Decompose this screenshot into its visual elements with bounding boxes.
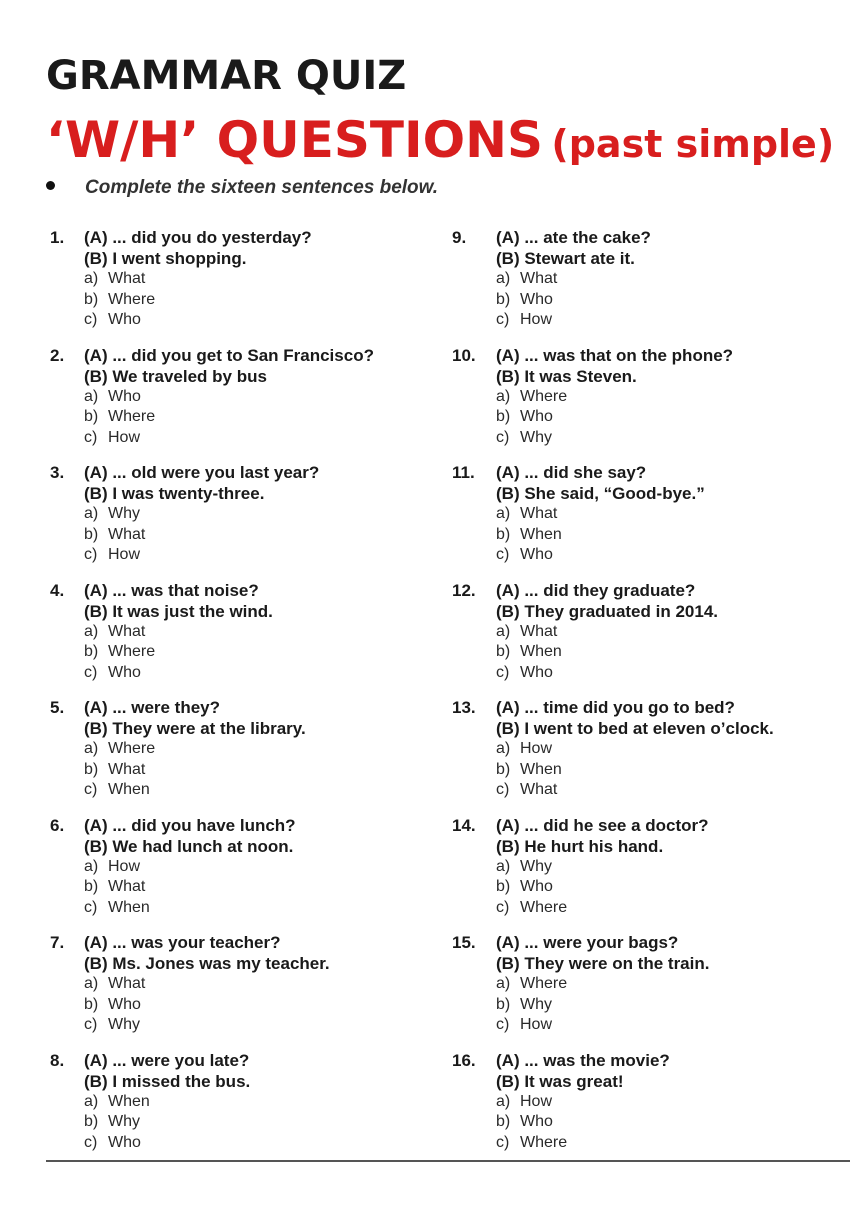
answer-option[interactable]	[452, 857, 857, 878]
question-prompt	[452, 1049, 857, 1072]
question-item	[452, 226, 857, 344]
answer-sentence: (B) I was twenty-three.	[84, 484, 265, 503]
answer-option[interactable]	[50, 1015, 445, 1036]
option-text: How	[108, 546, 141, 563]
option-letter: a)	[496, 857, 511, 875]
question-item	[452, 814, 857, 932]
option-letter: a)	[496, 387, 511, 405]
question-prompt	[452, 226, 857, 249]
question-text: (A) ... was that noise?	[84, 580, 259, 600]
question-item	[50, 461, 445, 579]
subtitle-main: ‘W/H’ QUESTIONS	[46, 111, 543, 169]
answer-option[interactable]	[50, 877, 445, 898]
option-letter: b)	[496, 995, 511, 1013]
bullet-icon	[46, 181, 55, 190]
option-letter: c)	[84, 781, 98, 798]
option-letter: b)	[496, 760, 511, 778]
instruction	[46, 175, 438, 201]
question-text: (A) ... did you get to San Francisco?	[84, 345, 374, 365]
option-text: Where	[520, 1133, 568, 1151]
option-text: Where	[520, 975, 568, 992]
answer-option[interactable]	[452, 898, 857, 919]
option-letter: c)	[496, 781, 510, 798]
option-letter: c)	[84, 1133, 98, 1151]
option-letter: c)	[496, 663, 510, 681]
option-text: When	[520, 525, 562, 543]
option-letter: c)	[84, 428, 98, 446]
answer-option[interactable]	[50, 995, 445, 1016]
question-item	[50, 344, 445, 462]
answer-option[interactable]	[50, 622, 445, 643]
option-text: What	[108, 525, 146, 543]
option-letter: c)	[496, 428, 510, 446]
option-text: Who	[520, 1113, 553, 1130]
question-text: (A) ... did you do yesterday?	[84, 228, 312, 247]
answer-option[interactable]	[452, 663, 857, 684]
answer-option[interactable]	[50, 1092, 445, 1113]
option-text: What	[520, 622, 558, 640]
option-text: Where	[520, 387, 568, 405]
option-letter: b)	[84, 878, 99, 895]
answer-option[interactable]	[452, 760, 857, 781]
option-letter: c)	[84, 311, 98, 328]
questions-right-column	[452, 226, 857, 1166]
question-item	[452, 696, 857, 814]
answer-option[interactable]	[50, 739, 445, 760]
answer-sentence: (B) I went to bed at eleven o’clock.	[496, 719, 774, 738]
question-prompt	[50, 226, 445, 249]
answer-option[interactable]	[50, 269, 445, 290]
option-text: Why	[520, 995, 552, 1013]
option-letter: a)	[496, 270, 511, 287]
question-number: 13.	[452, 698, 476, 717]
option-letter: c)	[496, 1133, 510, 1151]
question-prompt	[50, 931, 445, 954]
answer-option[interactable]	[452, 995, 857, 1016]
option-letter: c)	[84, 663, 98, 681]
answer-option[interactable]	[50, 1112, 445, 1133]
question-text: (A) ... were they?	[84, 698, 221, 717]
answer-option[interactable]	[452, 1112, 857, 1133]
question-number: 16.	[452, 1050, 476, 1070]
option-text: Where	[108, 740, 156, 757]
answer-option[interactable]	[50, 642, 445, 663]
option-text: What	[520, 781, 558, 798]
option-text: Who	[520, 408, 553, 425]
question-text: (A) ... did you have lunch?	[84, 815, 296, 835]
option-text: What	[108, 975, 146, 992]
answer-option[interactable]	[452, 428, 857, 449]
option-letter: a)	[84, 270, 99, 287]
question-number: 4.	[50, 580, 65, 600]
option-text: Why	[108, 1113, 140, 1130]
option-letter: a)	[84, 387, 99, 405]
bottom-divider	[46, 1160, 850, 1162]
answer-option[interactable]	[452, 387, 857, 408]
question-item	[452, 461, 857, 579]
option-text: Who	[520, 290, 553, 308]
option-text: How	[108, 857, 141, 875]
answer-sentence: (B) We had lunch at noon.	[84, 836, 294, 856]
question-number: 12.	[452, 580, 476, 600]
question-item	[50, 814, 445, 932]
option-text: How	[520, 1092, 553, 1110]
option-text: Who	[520, 878, 553, 895]
answer-option[interactable]	[452, 504, 857, 525]
answer-option[interactable]	[452, 269, 857, 290]
answer-sentence: (B) We traveled by bus	[84, 366, 267, 386]
option-text: How	[520, 740, 553, 757]
question-text: (A) ... did she say?	[496, 463, 647, 482]
question-item	[50, 579, 445, 697]
instruction-text: Complete the sixteen sentences below.	[85, 177, 439, 198]
answer-sentence: (B) Stewart ate it.	[496, 249, 635, 268]
option-text: How	[520, 1016, 553, 1033]
option-text: When	[520, 643, 562, 660]
question-prompt	[452, 461, 857, 484]
option-text: Who	[108, 663, 141, 681]
question-prompt	[452, 814, 857, 837]
question-text: (A) ... were your bags?	[496, 933, 679, 952]
question-number: 8.	[50, 1050, 65, 1070]
question-text: (A) ... old were you last year?	[84, 463, 320, 482]
question-prompt	[50, 696, 445, 719]
question-text: (A) ... did he see a doctor?	[496, 815, 709, 835]
question-prompt	[50, 461, 445, 484]
question-number: 3.	[50, 463, 65, 482]
answer-sentence: (B) He hurt his hand.	[496, 836, 664, 856]
question-item	[452, 931, 857, 1049]
option-letter: a)	[496, 1092, 511, 1110]
option-letter: b)	[84, 525, 99, 543]
answer-option[interactable]	[50, 290, 445, 311]
answer-option[interactable]	[50, 525, 445, 546]
option-letter: c)	[84, 546, 98, 563]
answer-option[interactable]	[452, 780, 857, 801]
answer-sentence: (B) It was Steven.	[496, 366, 637, 386]
answer-sentence: (B) I missed the bus.	[84, 1071, 251, 1091]
answer-option[interactable]	[50, 387, 445, 408]
questions-left-column	[50, 226, 445, 1166]
question-prompt	[452, 931, 857, 954]
question-text: (A) ... was that on the phone?	[496, 345, 734, 365]
option-letter: b)	[84, 760, 99, 778]
option-letter: b)	[496, 878, 511, 895]
option-text: Where	[108, 643, 156, 660]
answer-sentence: (B) I went shopping.	[84, 249, 247, 268]
option-letter: b)	[496, 290, 511, 308]
answer-sentence: (B) They were on the train.	[496, 954, 710, 973]
answer-option[interactable]	[50, 1133, 445, 1154]
answer-option[interactable]	[452, 525, 857, 546]
question-prompt	[452, 696, 857, 719]
answer-option[interactable]	[452, 310, 857, 331]
question-text: (A) ... did they graduate?	[496, 580, 696, 600]
option-letter: b)	[84, 290, 99, 308]
question-number: 5.	[50, 698, 65, 717]
question-text: (A) ... were you late?	[84, 1050, 250, 1070]
option-text: Who	[108, 387, 141, 405]
option-text: How	[520, 311, 553, 328]
question-text: (A) ... time did you go to bed?	[496, 698, 735, 717]
option-text: When	[520, 760, 562, 778]
question-text: (A) ... was the movie?	[496, 1050, 670, 1070]
question-text: (A) ... was your teacher?	[84, 933, 281, 952]
answer-option[interactable]	[50, 407, 445, 428]
answer-option[interactable]	[452, 642, 857, 663]
option-text: Who	[108, 311, 141, 328]
question-item	[50, 931, 445, 1049]
answer-sentence: (B) They were at the library.	[84, 719, 306, 738]
option-text: Why	[108, 505, 140, 522]
answer-option[interactable]	[50, 857, 445, 878]
question-number: 9.	[452, 228, 467, 247]
option-text: What	[108, 760, 146, 778]
answer-option[interactable]	[50, 974, 445, 995]
answer-option[interactable]	[452, 407, 857, 428]
answer-option[interactable]	[452, 974, 857, 995]
question-item	[50, 696, 445, 814]
option-text: Who	[520, 663, 553, 681]
question-number: 2.	[50, 345, 65, 365]
answer-option[interactable]	[50, 504, 445, 525]
option-letter: a)	[84, 975, 99, 992]
option-letter: a)	[496, 622, 511, 640]
answer-option[interactable]	[50, 428, 445, 449]
option-letter: a)	[84, 505, 99, 522]
option-letter: b)	[496, 1113, 511, 1130]
question-prompt	[50, 344, 445, 367]
option-letter: a)	[84, 622, 99, 640]
question-number: 15.	[452, 933, 476, 952]
page-title: GRAMMAR QUIZ	[46, 53, 407, 99]
option-letter: a)	[84, 857, 99, 875]
answer-option[interactable]	[50, 545, 445, 566]
option-text: What	[520, 270, 558, 287]
option-letter: a)	[84, 740, 99, 757]
subtitle-tense: (past simple)	[551, 122, 835, 166]
option-letter: c)	[496, 898, 510, 916]
option-text: When	[108, 781, 150, 798]
question-number: 7.	[50, 933, 65, 952]
answer-option[interactable]	[50, 310, 445, 331]
answer-option[interactable]	[50, 898, 445, 919]
option-text: When	[108, 1092, 150, 1110]
question-text: (A) ... ate the cake?	[496, 228, 651, 247]
option-text: What	[520, 505, 558, 522]
question-number: 1.	[50, 228, 65, 247]
question-number: 14.	[452, 815, 476, 835]
option-text: Why	[520, 428, 552, 446]
answer-option[interactable]	[50, 663, 445, 684]
answer-option[interactable]	[452, 1133, 857, 1154]
answer-sentence: (B) They graduated in 2014.	[496, 601, 718, 621]
answer-option[interactable]	[452, 290, 857, 311]
option-text: What	[108, 622, 146, 640]
option-letter: b)	[84, 995, 99, 1013]
option-letter: b)	[496, 643, 511, 660]
option-text: Where	[108, 408, 156, 425]
option-letter: b)	[496, 408, 511, 425]
answer-option[interactable]	[452, 1015, 857, 1036]
option-text: Where	[520, 898, 568, 916]
option-letter: a)	[84, 1092, 99, 1110]
question-item	[50, 1049, 445, 1167]
option-letter: c)	[84, 1016, 98, 1033]
option-text: What	[108, 878, 146, 895]
question-number: 11.	[452, 463, 475, 482]
question-prompt	[50, 1049, 445, 1072]
option-text: Why	[520, 857, 552, 875]
option-text: Who	[520, 546, 553, 563]
answer-option[interactable]	[452, 622, 857, 643]
answer-sentence: (B) Ms. Jones was my teacher.	[84, 954, 330, 973]
option-text: Where	[108, 290, 156, 308]
page-subtitle	[46, 110, 834, 179]
question-prompt	[50, 579, 445, 602]
answer-option[interactable]	[452, 877, 857, 898]
question-number: 6.	[50, 815, 65, 835]
answer-sentence: (B) She said, “Good-bye.”	[496, 484, 705, 503]
option-letter: b)	[496, 525, 511, 543]
question-prompt	[452, 344, 857, 367]
option-text: Why	[108, 1016, 140, 1033]
option-letter: b)	[84, 408, 99, 425]
answer-option[interactable]	[50, 780, 445, 801]
answer-option[interactable]	[452, 739, 857, 760]
option-letter: a)	[496, 740, 511, 757]
question-prompt	[50, 814, 445, 837]
answer-option[interactable]	[452, 1092, 857, 1113]
option-letter: a)	[496, 505, 511, 522]
question-item	[452, 1049, 857, 1167]
question-item	[452, 579, 857, 697]
option-letter: c)	[496, 546, 510, 563]
option-letter: c)	[84, 898, 98, 916]
option-letter: b)	[84, 1113, 99, 1130]
option-text: How	[108, 428, 141, 446]
question-item	[50, 226, 445, 344]
answer-option[interactable]	[452, 545, 857, 566]
question-prompt	[452, 579, 857, 602]
answer-sentence: (B) It was just the wind.	[84, 601, 273, 621]
option-text: When	[108, 898, 150, 916]
option-letter: c)	[496, 1016, 510, 1033]
answer-sentence: (B) It was great!	[496, 1071, 624, 1091]
option-letter: b)	[84, 643, 99, 660]
option-letter: a)	[496, 975, 511, 992]
question-item	[452, 344, 857, 462]
option-letter: c)	[496, 311, 510, 328]
question-number: 10.	[452, 345, 476, 365]
answer-option[interactable]	[50, 760, 445, 781]
option-text: Who	[108, 995, 141, 1013]
option-text: Who	[108, 1133, 141, 1151]
option-text: What	[108, 270, 146, 287]
